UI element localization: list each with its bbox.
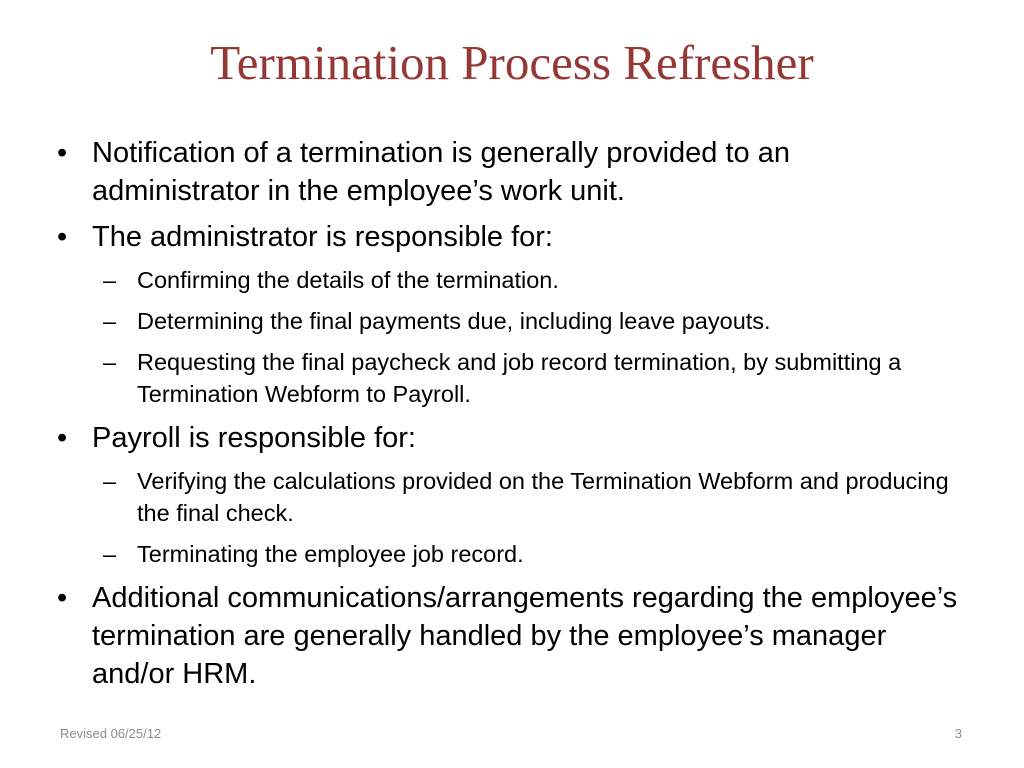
sub-bullet-item	[57, 465, 962, 529]
bullet-text: Payroll is responsible for:	[92, 422, 416, 454]
bullet-icon: •	[57, 137, 68, 169]
dash-icon: –	[103, 541, 117, 567]
bullet-item-additional	[57, 579, 962, 693]
bullet-text: The administrator is responsible for:	[92, 221, 553, 253]
sub-bullet-item	[57, 346, 962, 410]
sub-bullet-text: Determining the final payments due, including leave payouts.	[137, 308, 771, 334]
dash-icon: –	[103, 308, 117, 334]
sub-bullet-text: Verifying the calculations provided on the Termination Webform and producing the final check.	[137, 468, 949, 526]
bullet-icon: •	[57, 221, 68, 253]
sub-bullet-item	[57, 305, 962, 337]
sub-bullet-text: Terminating the employee job record.	[137, 541, 524, 567]
footer-page-number: 3	[954, 726, 962, 741]
dash-icon: –	[103, 267, 117, 293]
sub-bullet-text: Requesting the final paycheck and job record termination, by submitting a Termination Webform to Payroll.	[137, 349, 902, 407]
sub-bullet-item	[57, 264, 962, 296]
slide-title: Termination Process Refresher	[210, 35, 814, 90]
bullet-text: Additional communications/arrangements regarding the employee’s termination are generally handled by the employee’s manager and/or HRM.	[92, 582, 958, 690]
bullet-icon: •	[57, 582, 68, 614]
dash-icon: –	[103, 349, 117, 375]
sub-bullet-item	[57, 538, 962, 570]
bullet-icon: •	[57, 422, 68, 454]
bullet-item-administrator	[57, 218, 962, 256]
bullet-text: Notification of a termination is generally provided to an administrator in the employee’s work unit.	[92, 137, 790, 207]
dash-icon: –	[103, 468, 117, 494]
sub-bullet-text: Confirming the details of the termination.	[137, 267, 559, 293]
bullet-list	[57, 134, 962, 701]
footer-revised-date: Revised 06/25/12	[60, 726, 162, 741]
bullet-item-payroll	[57, 419, 962, 457]
bullet-item-notification	[57, 134, 962, 210]
